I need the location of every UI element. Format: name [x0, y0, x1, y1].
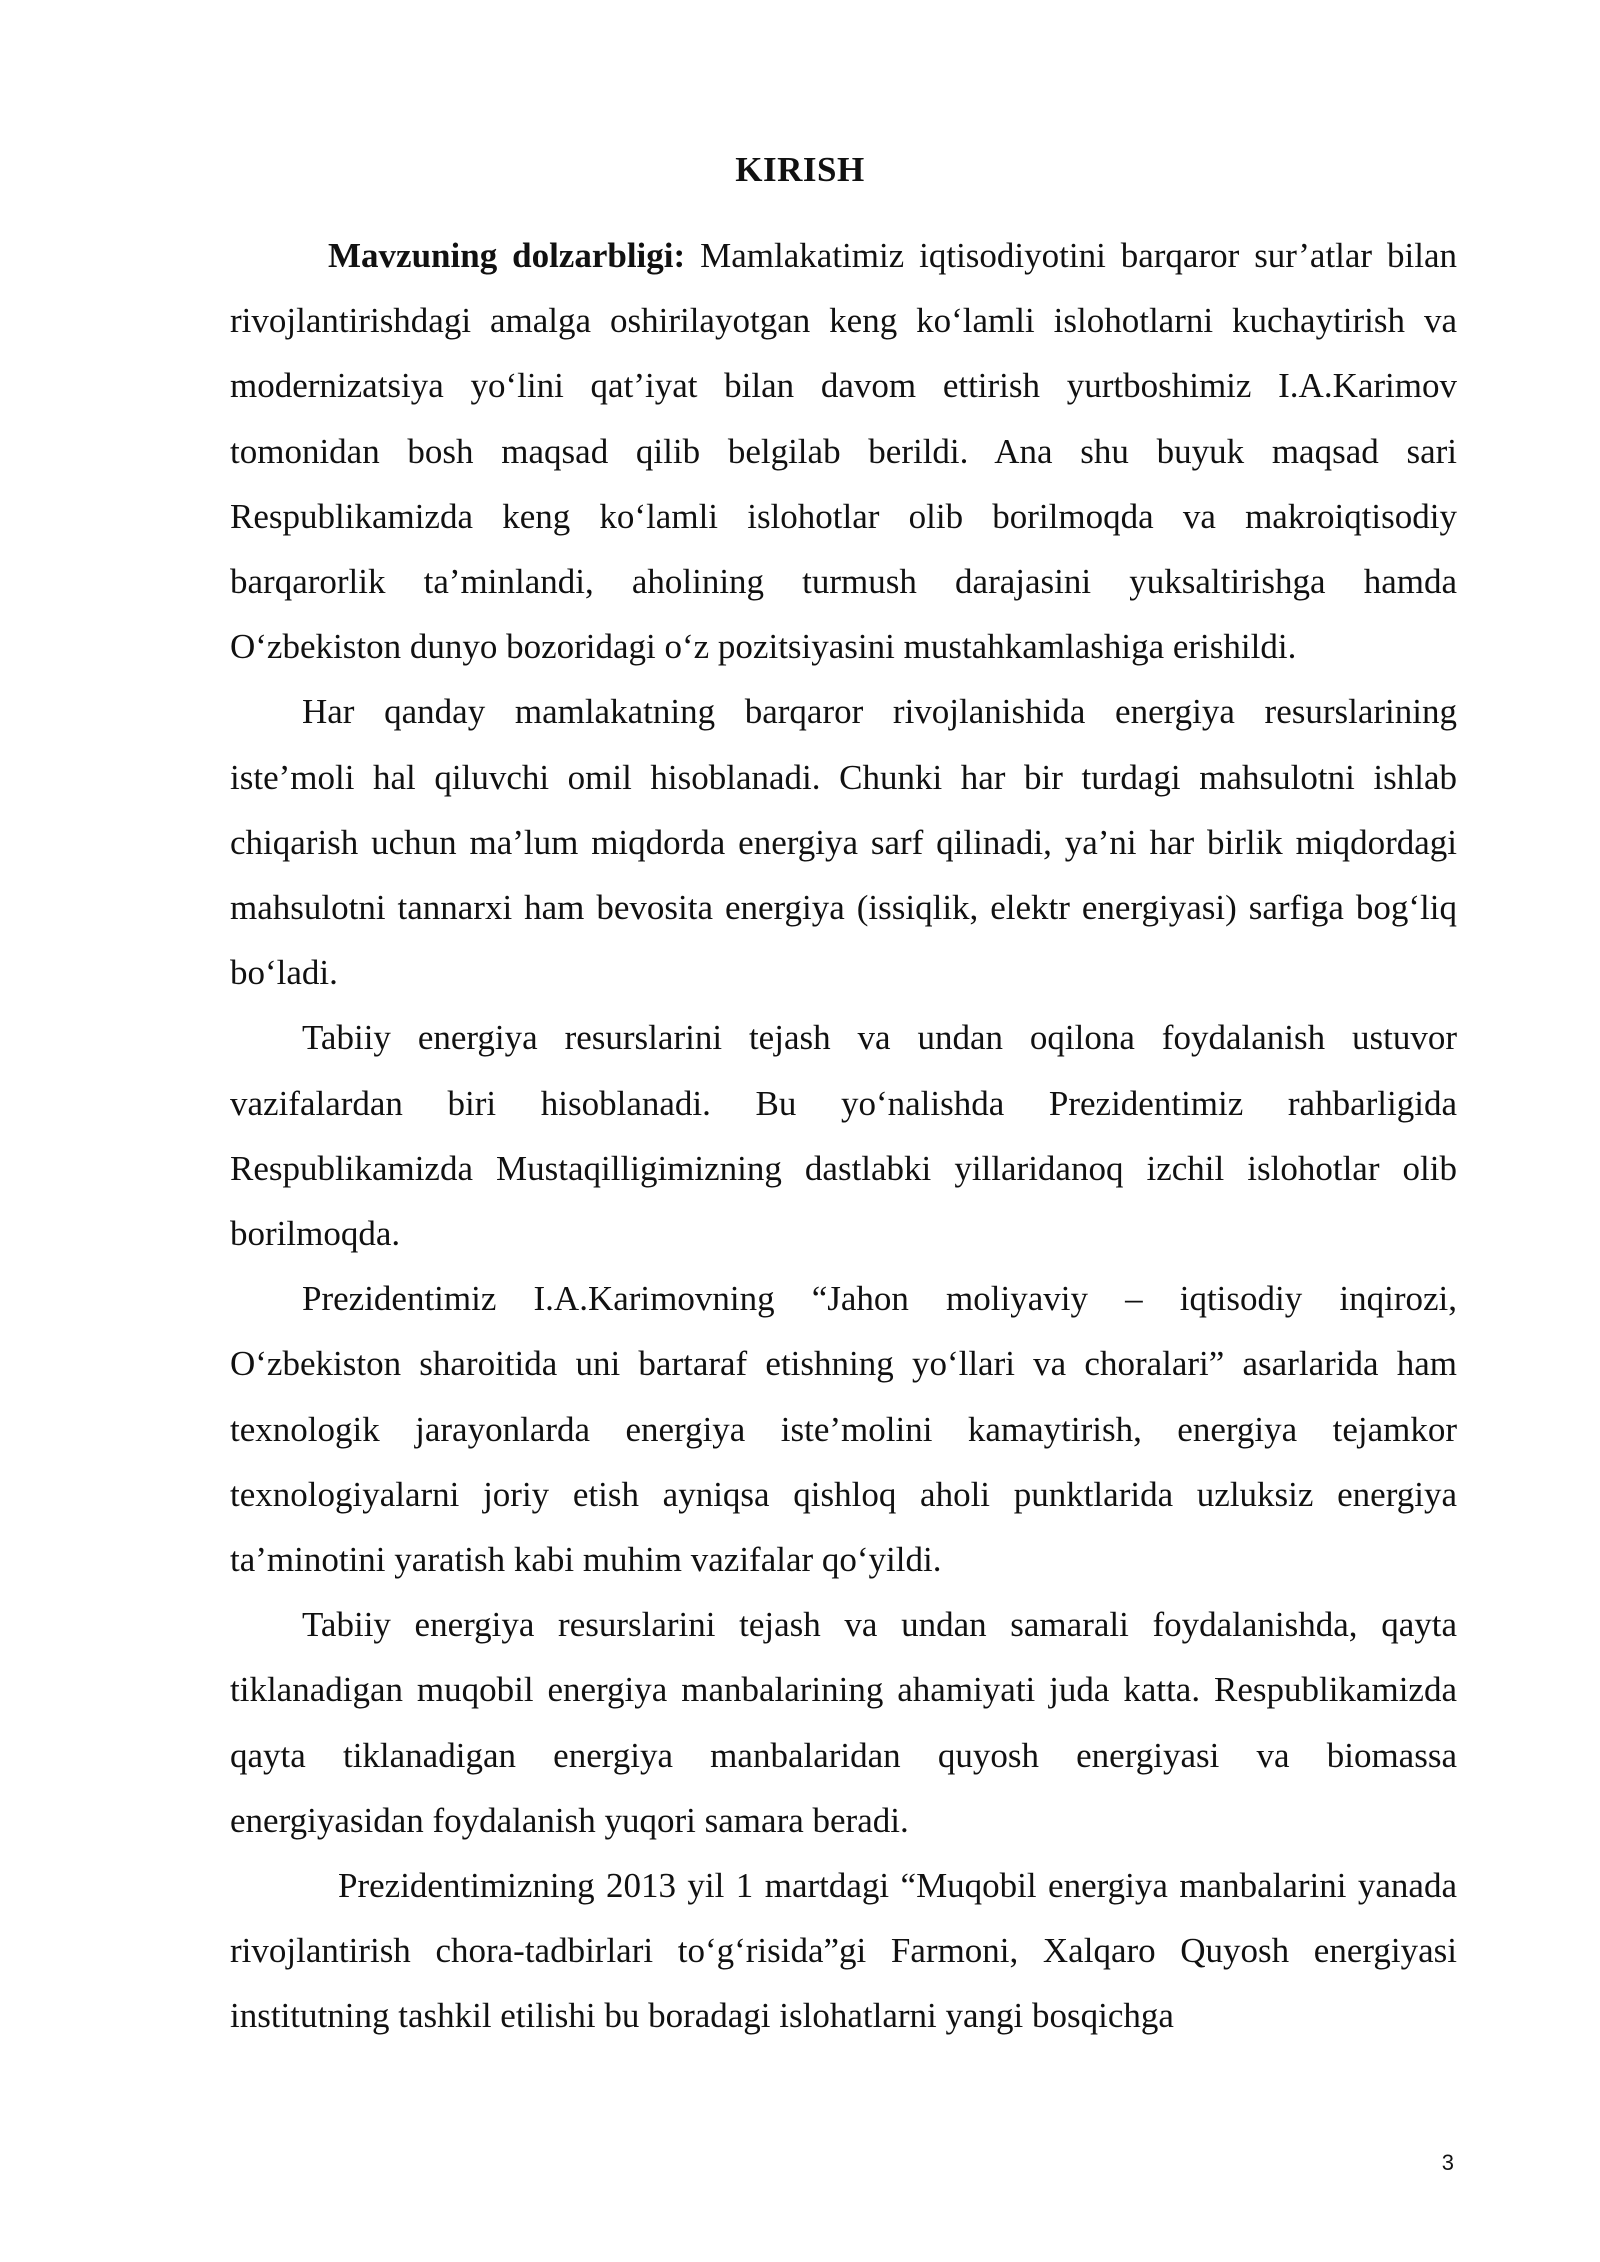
paragraph-president-work: Prezidentimiz I.A.Karimovning “Jahon moliyaviy – iqtisodiy inqirozi, Oʻzbekiston sharoitida uni bartaraf etishning yoʻllari va choralari” asarlarida ham texnologik jarayonlarda energiya iste’molini kamaytirish, energiya tejamkor texnologiyalarni joriy etish ayniqsa qishloq aholi punktlarida uzluksiz energiya ta’minotini yaratish kabi muhim vazifalar qoʻyildi. — [230, 1279, 1457, 1580]
page-number: 3 — [1441, 2150, 1454, 2175]
section-heading: KIRISH — [735, 150, 865, 189]
body-text — [230, 223, 1457, 2049]
paragraph-relevance — [230, 223, 1457, 679]
paragraph-decree: Prezidentimizning 2013 yil 1 martdagi “Muqobil energiya manbalarini yanada rivojlantirish chora-tadbirlari toʻgʻrisida”gi Farmoni, Xalqaro Quyosh energiyasi institutning tashkil etilishi bu boradagi islohatlarni yangi bosqichga — [230, 1866, 1457, 2036]
paragraph-energy-consumption: Har qanday mamlakatning barqaror rivojlanishida energiya resurslarining iste’moli hal qiluvchi omil hisoblanadi. Chunki har bir turdagi mahsulotni ishlab chiqarish uchun ma’lum miqdorda energiya sarf qilinadi, ya’ni har birlik miqdordagi mahsulotni tannarxi ham bevosita energiya (issiqlik, elektr energiyasi) sarfiga bogʻliq boʻladi. — [230, 692, 1457, 993]
paragraph-resource-saving: Tabiiy energiya resurslarini tejash va undan oqilona foydalanish ustuvor vazifalardan biri hisoblanadi. Bu yoʻnalishda Prezidentimiz rahbarligida Respublikamizda Mustaqilligimizning dastlabki yillaridanoq izchil islohotlar olib borilmoqda. — [230, 1018, 1457, 1254]
paragraph-renewable-energy: Tabiiy energiya resurslarini tejash va undan samarali foydalanishda, qayta tiklanadigan muqobil energiya manbalarining ahamiyati juda katta. Respublikamizda qayta tiklanadigan energiya manbalaridan quyosh energiyasi va biomassa energiyasidan foydalanish yuqori samara beradi. — [230, 1605, 1457, 1840]
paragraph-text: Mamlakatimiz iqtisodiyotini barqaror sur’atlar bilan rivojlantirishdagi amalga oshirilayotgan keng koʻlamli islohotlarni kuchaytirish va modernizatsiya yoʻlini qat’iyat bilan davom ettirish yurtboshimiz I.A.Karimov tomonidan bosh maqsad qilib belgilab berildi. Ana shu buyuk maqsad sari Respublikamizda keng koʻlamli islohotlar olib borilmoqda va makroiqtisodiy barqarorlik ta’minlandi, aholining turmush darajasini yuksaltirishga hamda Oʻzbekiston dunyo bozoridagi oʻz pozitsiyasini mustahkamlashiga erishildi. — [230, 236, 1457, 667]
relevance-lead: Mavzuning dolzarbligi: — [328, 236, 686, 275]
